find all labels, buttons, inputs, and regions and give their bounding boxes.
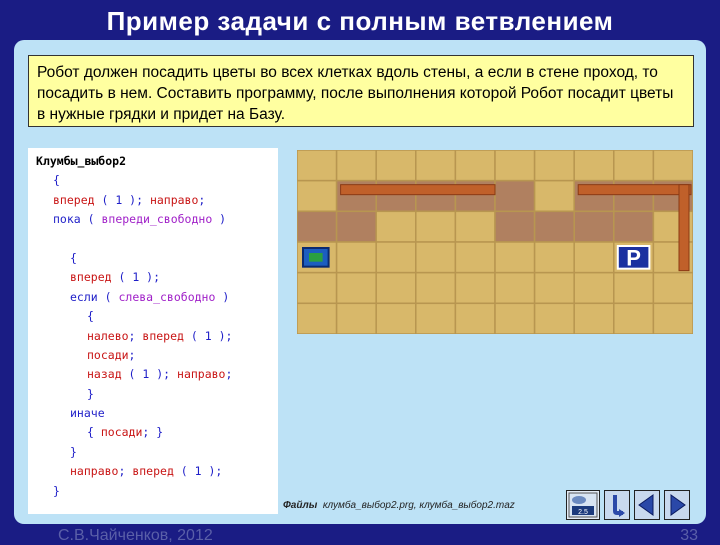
field-cell (495, 242, 535, 273)
files-label: Файлы (283, 500, 318, 511)
code-token: назад (87, 367, 122, 382)
author-credit: С.В.Чайченков, 2012 (58, 527, 213, 544)
code-line (36, 288, 278, 307)
field-cell (653, 150, 693, 181)
field-cell (297, 181, 337, 212)
wall-segment (679, 185, 689, 271)
field-cell (535, 150, 575, 181)
flowerbed-cell (614, 211, 654, 242)
program-listing (28, 148, 278, 514)
page-number: 33 (680, 527, 698, 544)
code-token: { (70, 250, 77, 265)
field-cell (535, 242, 575, 273)
field-cell (297, 303, 337, 334)
code-line (36, 346, 278, 365)
flowerbed-cell (495, 211, 535, 242)
code-token: вперед (70, 270, 112, 285)
field-cell (416, 242, 456, 273)
code-token: слева_свободно (118, 289, 216, 304)
flowerbed-cell (337, 211, 377, 242)
field-cell (416, 303, 456, 334)
code-line (36, 152, 278, 171)
code-line (36, 210, 278, 229)
code-token: } (70, 444, 77, 459)
app-version: 2.5 (578, 509, 588, 516)
code-token: вперед (142, 328, 184, 343)
field-cell (614, 303, 654, 334)
field-cell (455, 211, 495, 242)
code-token: вперед (53, 192, 95, 207)
code-line (36, 365, 278, 384)
field-cell (376, 211, 416, 242)
code-token: } (87, 386, 94, 401)
field-cell (535, 273, 575, 304)
field-cell (495, 303, 535, 334)
code-line (36, 462, 278, 481)
prev-slide-button[interactable] (634, 490, 660, 520)
code-token: ( 1 ); (183, 328, 233, 343)
next-slide-icon (665, 491, 689, 519)
robot-app-icon (567, 491, 599, 519)
field-cell (376, 273, 416, 304)
field-cell (376, 150, 416, 181)
code-token: ( 1 ); (121, 367, 178, 382)
field-cell (535, 181, 575, 212)
flowerbed-cell (535, 211, 575, 242)
field-cell (614, 150, 654, 181)
flowerbed-cell (495, 181, 535, 212)
field-cell (574, 242, 614, 273)
files-names: клумба_выбор2.prg, клумба_выбор2.maz (322, 500, 515, 511)
field-cell (653, 303, 693, 334)
field-cell (376, 242, 416, 273)
field-cell (337, 273, 377, 304)
wall-segment (578, 185, 691, 195)
field-cell (455, 303, 495, 334)
code-token: ) (212, 212, 227, 227)
return-button[interactable] (604, 490, 630, 520)
field-cell (416, 211, 456, 242)
code-token: ; (118, 464, 133, 479)
wall-segment (341, 185, 495, 195)
code-token: ( 1 ); (173, 464, 223, 479)
code-token: ; } (142, 425, 164, 440)
flowerbed-cell (297, 211, 337, 242)
code-token: вперед (132, 464, 174, 479)
field-cell (455, 242, 495, 273)
field-cell (376, 303, 416, 334)
code-token: посади (100, 425, 143, 440)
code-line (36, 191, 278, 210)
code-token: ; (225, 367, 233, 382)
field-cell (495, 150, 535, 181)
field-cell (495, 273, 535, 304)
field-cell (653, 273, 693, 304)
flowerbed-cell (574, 211, 614, 242)
field-cell (455, 273, 495, 304)
code-line (36, 327, 278, 346)
field-cell (574, 303, 614, 334)
code-token: { (87, 425, 101, 440)
code-line (36, 230, 278, 249)
code-token: ( 1 ); (94, 192, 150, 207)
prev-slide-icon (635, 491, 659, 519)
field-cell (337, 150, 377, 181)
slide-title: Пример задачи с полным ветвлением (106, 6, 614, 36)
field-cell (297, 150, 337, 181)
field-cell (337, 242, 377, 273)
code-token: { (53, 173, 60, 188)
code-token: ; (128, 347, 136, 362)
base-label: P (626, 245, 641, 271)
code-line (36, 423, 278, 442)
files-caption (283, 500, 515, 511)
code-line (36, 385, 278, 404)
code-token: } (53, 483, 60, 498)
robot-field (297, 150, 693, 334)
return-icon (605, 491, 629, 519)
code-token: ) (215, 289, 230, 304)
field-cell (416, 273, 456, 304)
code-token: направо (149, 192, 199, 207)
field-cell (614, 273, 654, 304)
field-cell (574, 273, 614, 304)
code-line (36, 482, 278, 501)
code-token: направо (70, 464, 119, 479)
code-token: впереди_свободно (101, 212, 213, 227)
code-token: ; (128, 328, 143, 343)
code-token: налево (87, 328, 129, 343)
field-canvas (297, 150, 693, 334)
field-cell (416, 150, 456, 181)
code-token: пока ( (53, 212, 102, 227)
next-slide-button[interactable] (664, 490, 690, 520)
field-cell (574, 150, 614, 181)
code-token: ( 1 ); (111, 270, 161, 285)
code-token: направо (177, 367, 226, 382)
code-line (36, 307, 278, 326)
code-token: если ( (70, 289, 119, 304)
app-icon[interactable] (566, 490, 600, 520)
field-cell (535, 303, 575, 334)
field-cell (455, 150, 495, 181)
code-token: Клумбы_выбор2 (36, 154, 127, 168)
code-line (36, 171, 278, 190)
robot-screen (309, 253, 323, 262)
code-token: { (87, 309, 94, 324)
code-line (36, 268, 278, 287)
field-cell (297, 273, 337, 304)
field-cell (337, 303, 377, 334)
code-line (36, 443, 278, 462)
task-description: Робот должен посадить цветы во всех клетках вдоль стены, а если в стене проход, то посадить в нем. Составить программу, после выполнения которой Робот посадит цветы в нужные грядки и придет на Базу. (28, 55, 694, 127)
code-line (36, 404, 278, 423)
code-line (36, 249, 278, 268)
code-token: ; (198, 192, 206, 207)
code-token: иначе (70, 406, 105, 421)
code-token: посади (87, 347, 129, 362)
